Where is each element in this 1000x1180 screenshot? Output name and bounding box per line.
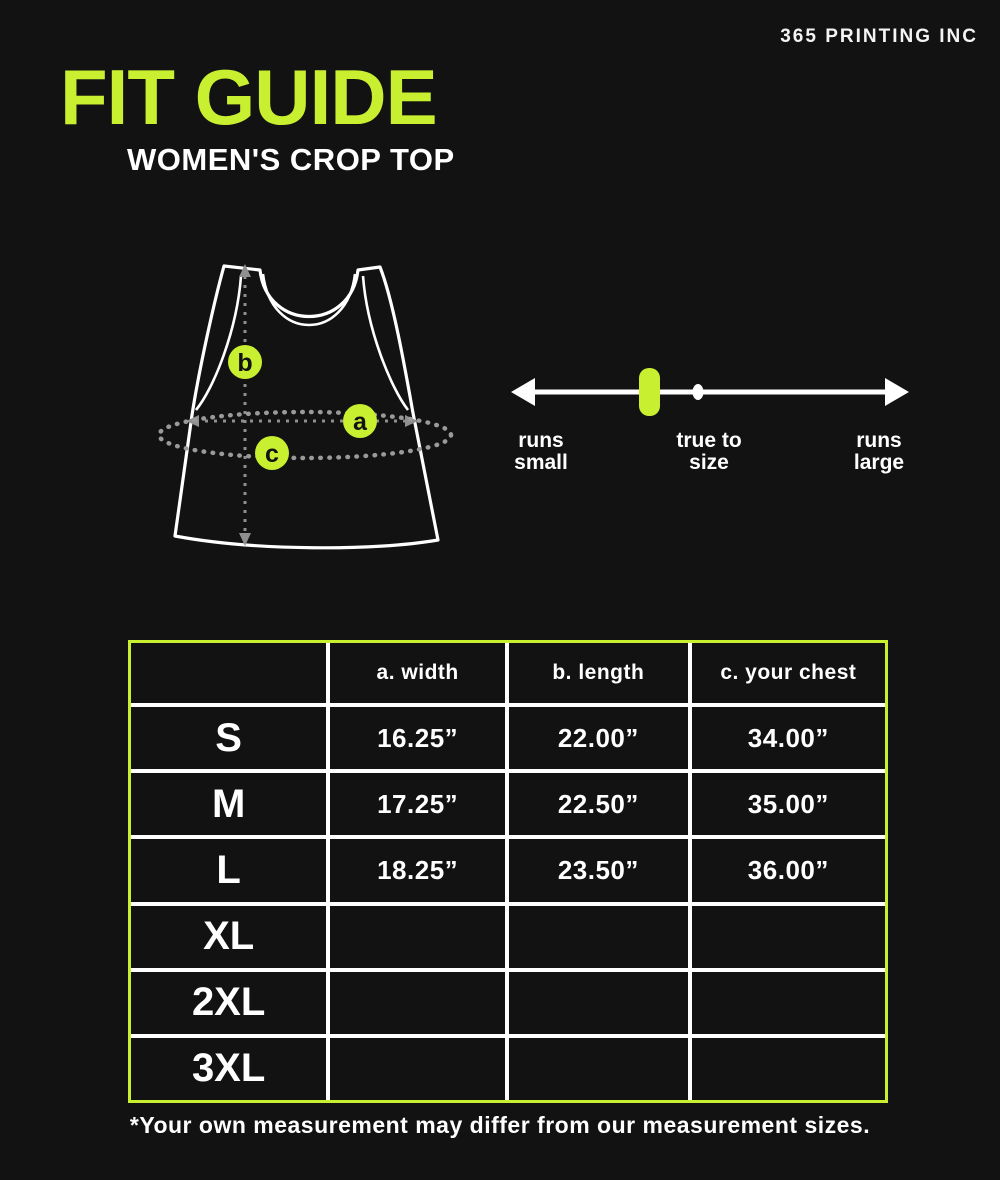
header-cell-width: a. width [330,643,505,703]
marker-c [255,436,289,470]
value-cell [330,1038,505,1100]
value-cell [692,906,885,968]
size-table [128,640,888,1103]
value-cell: 22.50” [509,773,688,835]
value-cell: 18.25” [330,839,505,901]
scale-arrow-right-icon [885,378,909,406]
scale-center-dot-icon [693,384,704,400]
fit-marker-pill [639,368,660,416]
svg-text:c: c [265,440,279,468]
page-title: FIT GUIDE [60,53,437,141]
value-cell: 35.00” [692,773,885,835]
svg-text:b: b [237,349,253,377]
value-cell: 36.00” [692,839,885,901]
size-cell: 2XL [131,972,326,1034]
size-cell: XL [131,906,326,968]
crop-top-diagram [140,238,480,558]
size-cell: S [131,707,326,769]
size-cell: 3XL [131,1038,326,1100]
value-cell [509,972,688,1034]
value-cell [509,906,688,968]
size-cell: M [131,773,326,835]
scale-label-runs-large: runs large [853,429,905,475]
value-cell [692,1038,885,1100]
tank-top-outline-icon [175,266,438,548]
armhole-left-seam-icon [196,276,241,410]
size-cell: L [131,839,326,901]
value-cell: 34.00” [692,707,885,769]
svg-text:a: a [353,408,367,436]
scale-label-runs-small: runs small [514,429,568,475]
scale-arrow-left-icon [511,378,535,406]
scale-label-true-to-size: true to size [676,429,742,475]
header-cell-size [131,643,326,703]
value-cell [692,972,885,1034]
marker-a [343,404,377,438]
value-cell: 16.25” [330,707,505,769]
value-cell [509,1038,688,1100]
value-cell: 23.50” [509,839,688,901]
length-arrow-top-icon [239,264,251,277]
measurement-footnote: *Your own measurement may differ from our measurement sizes. [129,1112,871,1138]
header-cell-length: b. length [509,643,688,703]
value-cell [330,906,505,968]
brand-text: 365 PRINTING INC [780,26,978,47]
marker-b [228,345,262,379]
fit-scale [505,360,915,424]
value-cell: 17.25” [330,773,505,835]
page-subtitle: WOMEN'S CROP TOP [127,142,455,177]
value-cell [330,972,505,1034]
header-cell-chest: c. your chest [692,643,885,703]
value-cell: 22.00” [509,707,688,769]
